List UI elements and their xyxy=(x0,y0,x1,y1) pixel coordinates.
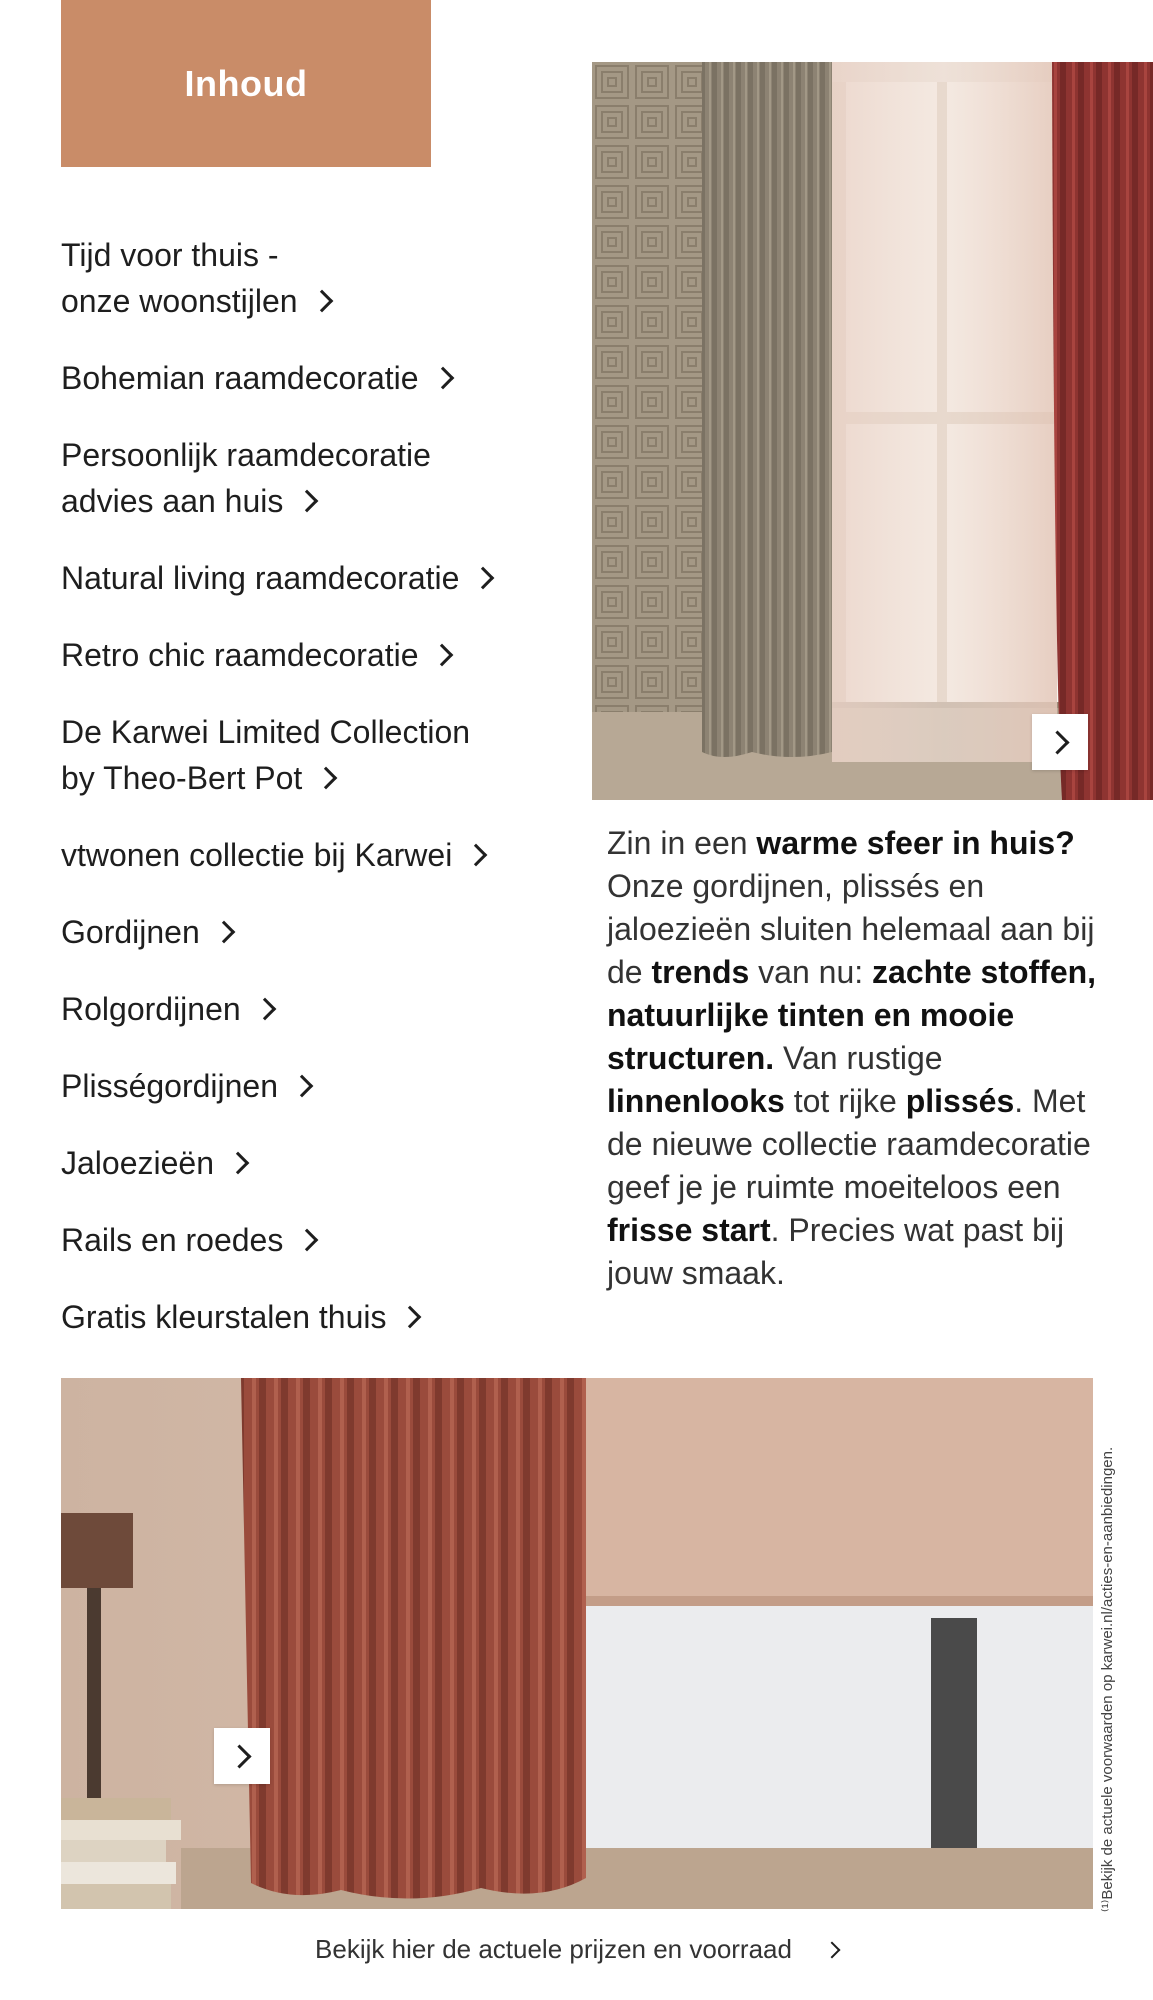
chevron-right-icon xyxy=(1045,730,1069,754)
curtains-photo xyxy=(592,62,1153,800)
chevron-right-icon xyxy=(472,567,495,590)
intro-text: Onze gordijnen, plissés en jaloezieën sluiten helemaal aan bij de xyxy=(607,868,1095,990)
toc-item-label: Bohemian raamdecoratie xyxy=(61,360,419,396)
toc-item-label: Natural living raamdecoratie xyxy=(61,560,460,596)
prices-stock-link[interactable] xyxy=(0,1934,1153,1965)
toc-item-label: Gordijnen xyxy=(61,914,200,950)
next-image-button[interactable] xyxy=(1032,714,1088,770)
intro-text: Van rustige xyxy=(774,1040,943,1076)
toc-item-natural-living[interactable] xyxy=(61,555,581,601)
toc-item-bohemian[interactable] xyxy=(61,355,581,401)
table-of-contents xyxy=(61,232,581,1371)
toc-header-title: Inhoud xyxy=(184,62,308,104)
toc-item-rails-roedes[interactable] xyxy=(61,1217,581,1263)
chevron-right-icon xyxy=(227,1744,251,1768)
intro-bold: plissés xyxy=(905,1083,1015,1119)
toc-item-plissegordijnen[interactable] xyxy=(61,1063,581,1109)
intro-text: van nu: xyxy=(749,954,873,990)
toc-item-label: Rails en roedes xyxy=(61,1222,284,1258)
chevron-right-icon xyxy=(253,998,276,1021)
intro-paragraph xyxy=(607,822,1107,1295)
toc-item-label: vtwonen collectie bij Karwei xyxy=(61,837,453,873)
chevron-right-icon xyxy=(212,921,235,944)
chevron-right-icon xyxy=(399,1306,422,1329)
toc-item-vtwonen[interactable] xyxy=(61,832,581,878)
toc-item-label: Rolgordijnen xyxy=(61,991,241,1027)
toc-item-label: De Karwei Limited Collection xyxy=(61,714,471,750)
chevron-right-icon xyxy=(296,1229,319,1252)
roller-blind-photo xyxy=(61,1378,1093,1909)
intro-bold: linnenlooks xyxy=(607,1083,785,1119)
toc-item-label: Gratis kleurstalen thuis xyxy=(61,1299,387,1335)
toc-item-label: Retro chic raamdecoratie xyxy=(61,637,419,673)
roller-blind-illustration xyxy=(61,1378,1093,1909)
toc-header xyxy=(61,0,431,167)
curtains-illustration xyxy=(592,62,1153,800)
toc-item-label: advies aan huis xyxy=(61,483,284,519)
toc-item-retro-chic[interactable] xyxy=(61,632,581,678)
chevron-right-icon xyxy=(310,290,333,313)
toc-item-kleurstalen[interactable] xyxy=(61,1294,581,1340)
intro-text: . Precies wat past bij jouw smaak. xyxy=(607,1212,1065,1291)
intro-bold: frisse start xyxy=(607,1212,771,1248)
toc-item-jaloezieen[interactable] xyxy=(61,1140,581,1186)
toc-item-advies[interactable] xyxy=(61,432,581,524)
intro-bold: trends xyxy=(651,954,750,990)
chevron-right-icon xyxy=(296,490,319,513)
chevron-right-icon xyxy=(431,367,454,390)
intro-text: tot rijke xyxy=(784,1083,906,1119)
toc-item-label: onze woonstijlen xyxy=(61,283,298,319)
toc-item-label: Jaloezieën xyxy=(61,1145,214,1181)
prices-stock-link-label: Bekijk hier de actuele prijzen en voorraad xyxy=(315,1934,792,1964)
chevron-right-icon xyxy=(431,644,454,667)
chevron-right-icon xyxy=(315,767,338,790)
intro-bold: warme sfeer in huis? xyxy=(756,825,1075,861)
terms-note: ⁽¹⁾Bekijk de actuele voorwaarden op karwei.nl/acties-en-aanbiedingen. xyxy=(1099,1446,1116,1912)
toc-item-label: Tijd voor thuis - xyxy=(61,237,279,273)
toc-item-label: by Theo-Bert Pot xyxy=(61,760,303,796)
next-image-button[interactable] xyxy=(214,1728,270,1784)
chevron-right-icon xyxy=(823,1942,840,1959)
toc-item-rolgordijnen[interactable] xyxy=(61,986,581,1032)
intro-bold: zachte stoffen, natuurlijke tinten en mooie structuren. xyxy=(607,954,1097,1076)
intro-text: Zin in een xyxy=(607,825,757,861)
toc-item-woonstijlen[interactable] xyxy=(61,232,581,324)
chevron-right-icon xyxy=(227,1152,250,1175)
chevron-right-icon xyxy=(465,844,488,867)
toc-item-limited-collection[interactable] xyxy=(61,709,581,801)
toc-item-label: Persoonlijk raamdecoratie xyxy=(61,437,431,473)
intro-text: . Met de nieuwe collectie raamdecoratie geef je je ruimte moeiteloos een xyxy=(607,1083,1091,1205)
chevron-right-icon xyxy=(291,1075,314,1098)
toc-item-label: Plisségordijnen xyxy=(61,1068,279,1104)
toc-item-gordijnen[interactable] xyxy=(61,909,581,955)
